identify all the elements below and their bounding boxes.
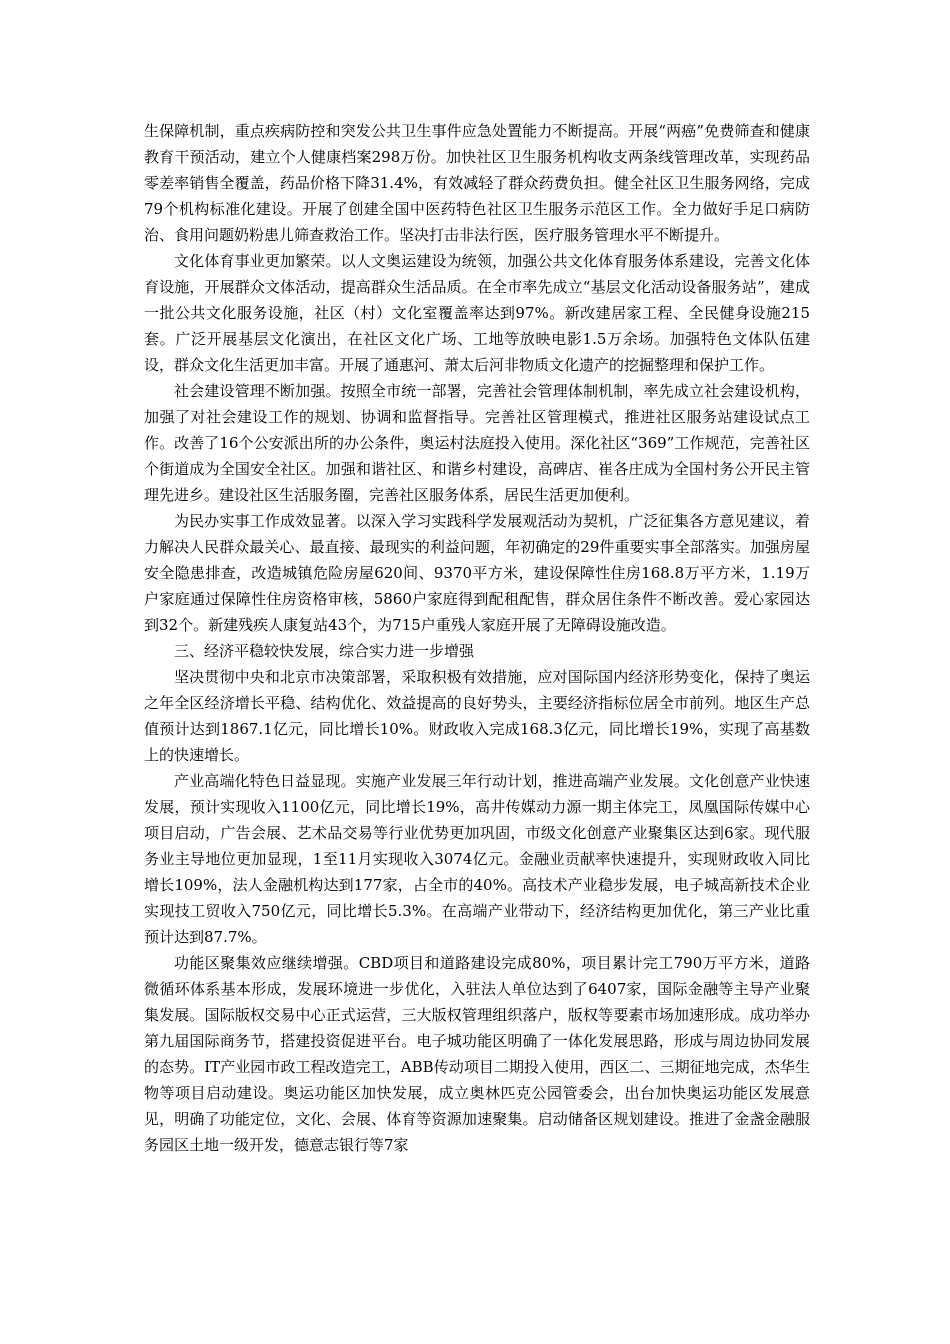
paragraph-industry: 产业高端化特色日益显现。实施产业发展三年行动计划，推进高端产业发展。文化创意产业快速发展，预计实现收入1100亿元，同比增长19%，高井传媒动力源一期主体完工，凤凰国际传媒中心项目启动，广告会展、艺术品交易等行业优势更加巩固，市级文化创意产业聚集区达到6家。现代服务业主导地位更加显现，1至11月实现收入3074亿元。金融业贡献率快速提升，实现财政收入同比增长109%，法人金融机构达到177家，占全市的40%。高技术产业稳步发展，电子城高新技术企业实现技工贸收入750亿元，同比增长5.3%。在高端产业带动下，经济结构更加优化，第三产业比重预计达到87.7%。 bbox=[144, 772, 810, 946]
paragraph-culture-sports: 文化体育事业更加繁荣。以人文奥运建设为统领，加强公共文化体育服务体系建设，完善文化体育设施，开展群众文体活动，提高群众生活品质。在全市率先成立“基层文化活动设备服务站”，建成一批公共文化服务设施，社区（村）文化室覆盖率达到97%。新改建居家工程、全民健身设施215套。广泛开展基层文化演出，在社区文化广场、工地等放映电影1.5万余场。加强特色文体队伍建设，群众文化生活更加丰富。开展了通惠河、萧太后河非物质文化遗产的挖掘整理和保护工作。 bbox=[144, 252, 810, 374]
paragraph-functional-zones: 功能区聚集效应继续增强。CBD项目和道路建设完成80%，项目累计完工790万平方米，道路微循环体系基本形成，发展环境进一步优化，入驻法人单位达到了6407家，国际金融等主导产业聚集发展。国际版权交易中心正式运营，三大版权管理组织落户，版权等要素市场加速形成。成功举办第九届国际商务节，搭建投资促进平台。电子城功能区明确了一体化发展思路，形成与周边协同发展的态势。IT产业园市政工程改造完工，ABB传动项目二期投入使用，西区二、三期征地完成，杰华生物等项目启动建设。奥运功能区加快发展，成立奥林匹克公园管委会，出台加快奥运功能区发展意见，明确了功能定位，文化、会展、体育等资源加速聚集。启动储备区规划建设。推进了金盏金融服务园区土地一级开发，德意志银行等7家 bbox=[144, 954, 810, 1154]
paragraph-public-projects: 为民办实事工作成效显著。以深入学习实践科学发展观活动为契机，广泛征集各方意见建议，着力解决人民群众最关心、最直接、最现实的利益问题，年初确定的29件重要实事全部落实。加强房屋安全隐患排查，改造城镇危险房屋620间、9370平方米，建设保障性住房168.8万平方米，1.19万户家庭通过保障性住房资格审核，5860户家庭得到配租配售，群众居住条件不断改善。爱心家园达到32个。新建残疾人康复站43个，为715户重残人家庭开展了无障碍设施改造。 bbox=[144, 512, 810, 634]
paragraph-economy-overview: 坚决贯彻中央和北京市决策部署，采取积极有效措施，应对国际国内经济形势变化，保持了奥运之年全区经济增长平稳、结构优化、效益提高的良好势头，主要经济指标位居全市前列。地区生产总值预计达到1867.1亿元，同比增长10%。财政收入完成168.3亿元，同比增长19%，实现了高基数上的快速增长。 bbox=[144, 668, 810, 764]
paragraph-health-care: 生保障机制，重点疾病防控和突发公共卫生事件应急处置能力不断提高。开展“两癌”免费筛查和健康教育干预活动，建立个人健康档案298万份。加快社区卫生服务机构收支两条线管理改革，实现药品零差率销售全覆盖，药品价格下降31.4%，有效减轻了群众药费负担。健全社区卫生服务网络，完成79个机构标准化建设。开展了创建全国中医药特色社区卫生服务示范区工作。全力做好手足口病防治、食用问题奶粉患儿筛查救治工作。坚决打击非法行医，医疗服务管理水平不断提升。 bbox=[144, 122, 810, 244]
paragraph-social-management: 社会建设管理不断加强。按照全市统一部署，完善社会管理体制机制，率先成立社会建设机构，加强了对社会建设工作的规划、协调和监督指导。完善社区管理模式，推进社区服务站建设试点工作。改善了16个公安派出所的办公条件，奥运村法庭投入使用。深化社区“369”工作规范，完善社区个街道成为全国安全社区。加强和谐社区、和谐乡村建设，高碑店、崔各庄成为全国村务公开民主管理先进乡。建设社区生活服务圈，完善社区服务体系，居民生活更加便利。 bbox=[144, 382, 810, 504]
document-page bbox=[144, 118, 810, 1158]
section-heading-economy: 三、经济平稳较快发展，综合实力进一步增强 bbox=[174, 642, 475, 660]
